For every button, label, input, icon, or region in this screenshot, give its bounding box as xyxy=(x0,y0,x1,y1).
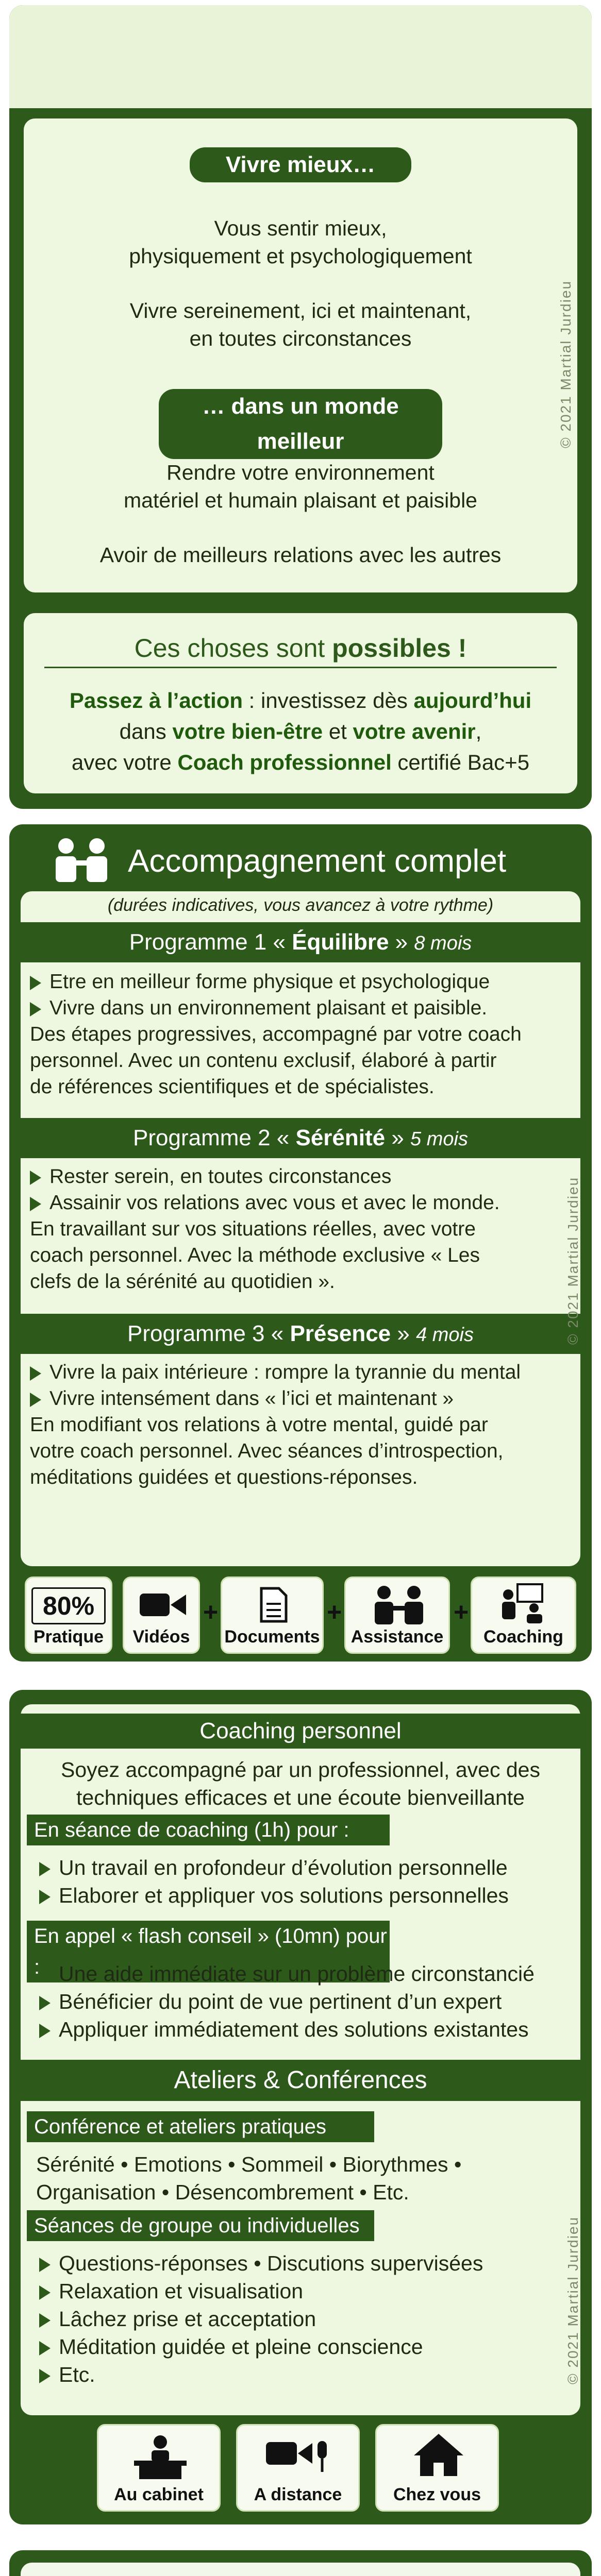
copyright-3: © 2021 Martial Jurdieu xyxy=(565,2216,581,2384)
brand-title xyxy=(21,2574,580,2576)
tile-assistance xyxy=(344,1577,450,1654)
classroom-icon xyxy=(497,1583,554,1624)
pill-vivre-mieux: Vivre mieux… xyxy=(190,147,411,182)
coaching-intro: Soyez accompagné par un professionnel, avec des techniques efficaces et une écoute bienveillante xyxy=(61,1758,540,1809)
cabinet-label: Au cabinet xyxy=(114,2485,204,2504)
duration-note: (durées indicatives, vous avancez à votre rythme) xyxy=(107,895,494,915)
ateliers-header: Ateliers & Conférences xyxy=(21,2060,580,2101)
copyright-2: © 2021 Martial Jurdieu xyxy=(565,1176,581,1345)
intro-panel xyxy=(9,5,592,809)
flash-list: Une aide immédiate sur un problème circonstancié Bénéficier du point de vue pertinent d’un expert Appliquer immédiatement des solutions existantes xyxy=(39,1960,535,2043)
conference-box: Conférence et ateliers pratiques xyxy=(27,2111,374,2142)
possible-heading: Ces choses sont possibles ! xyxy=(134,634,467,663)
loc-distance xyxy=(236,2424,360,2512)
accompagnement-panel xyxy=(9,824,592,1662)
tile-documents xyxy=(221,1577,324,1654)
flash-box: En appel « flash conseil » (10mn) pour : xyxy=(27,1921,390,1982)
programmes-box xyxy=(21,891,580,1566)
people-icon-assistance xyxy=(371,1584,427,1625)
video-camera-icon xyxy=(140,1589,186,1620)
desk-icon xyxy=(132,2434,189,2480)
programme-2-header: Programme 2 « Sérénité » 5 mois xyxy=(21,1118,580,1158)
copyright-1: © 2021 Martial Jurdieu xyxy=(558,280,574,448)
seance-list: Un travail en profondeur d’évolution personnelle Elaborer et appliquer vos solutions personnelles xyxy=(39,1854,509,1909)
loc-cabinet xyxy=(97,2424,221,2512)
possible-box xyxy=(24,613,577,793)
pill-monde-meilleur: … dans un monde meilleur xyxy=(159,389,442,459)
video-mic-icon xyxy=(266,2436,333,2477)
videos-label: Vidéos xyxy=(132,1627,190,1647)
text-vivre: Vivre sereinement, ici et maintenant, en toutes circonstances xyxy=(129,299,472,350)
brand-box xyxy=(21,2563,580,2576)
tile-videos xyxy=(123,1577,200,1654)
plus-2: + xyxy=(327,1598,342,1626)
people-icon xyxy=(51,836,112,883)
text-rendre: Rendre votre environnement matériel et humain plaisant et paisible xyxy=(124,461,477,512)
tile-coaching xyxy=(471,1577,576,1654)
coaching-personnel-header: Coaching personnel xyxy=(21,1714,580,1749)
pratique-label: Pratique xyxy=(33,1627,104,1647)
programme-1-text: Etre en meilleur forme physique et psychologique Vivre dans un environnement plaisant et paisible. Des étapes progressives, accompagné par votre coach personnel. Avec un contenu exclusif, élaboré à partir de références scientifiques et de spécialistes. xyxy=(30,971,522,1098)
groupe-box: Séances de groupe ou individuelles xyxy=(27,2210,374,2241)
seance-box: En séance de coaching (1h) pour : xyxy=(27,1815,390,1845)
accompagnement-title: Accompagnement complet xyxy=(128,843,507,879)
groupe-list: Questions-réponses • Discutions supervisées Relaxation et visualisation Lâchez prise et acceptation Méditation guidée et pleine conscience Etc. xyxy=(39,2249,483,2388)
divider xyxy=(44,667,557,668)
action-text: Passez à l’action : investissez dès aujourd’hui dans votre bien-être et votre avenir, avec votre Coach professionnel certifié Bac+5 xyxy=(69,688,532,774)
documents-label: Documents xyxy=(224,1627,320,1647)
programme-2-text: Rester serein, en toutes circonstances Assainir vos relations avec vous et avec le monde. En travaillant sur vos situations réelles, avec votre coach personnel. Avec la méthode exclusive « Les clefs de la sérénité au quotidien ». xyxy=(30,1165,500,1293)
plus-1: + xyxy=(203,1598,219,1626)
loc-domicile xyxy=(375,2424,499,2512)
plus-3: + xyxy=(454,1598,469,1626)
text-relations: Avoir de meilleurs relations avec les autres xyxy=(99,543,502,567)
document-icon xyxy=(259,1586,288,1623)
programme-3-header: Programme 3 « Présence » 4 mois xyxy=(21,1314,580,1354)
coaching-panel xyxy=(9,1690,592,2524)
contact-panel xyxy=(9,2550,592,2576)
tile-pratique xyxy=(25,1577,112,1654)
programme-3-text: Vivre la paix intérieure : rompre la tyrannie du mental Vivre intensément dans « l’ici et maintenant » En modifiant vos relations à votre mental, guidé par votre coach personnel. Avec séances d’introspection, méditations guidées et questions-réponses. xyxy=(30,1361,521,1488)
coaching-box xyxy=(21,1704,580,2415)
programme-1-header: Programme 1 « Équilibre » 8 mois xyxy=(21,922,580,962)
domicile-label: Chez vous xyxy=(393,2485,481,2504)
accompagnement-header xyxy=(40,836,571,887)
topics: Sérénité • Emotions • Sommeil • Biorythmes • Organisation • Désencombrement • Etc. xyxy=(36,2153,462,2204)
vivre-box xyxy=(24,118,577,592)
pratique-percent: 80% xyxy=(31,1587,106,1624)
assistance-label: Assistance xyxy=(350,1627,444,1647)
coaching-label: Coaching xyxy=(483,1627,563,1647)
home-icon xyxy=(413,2432,464,2478)
distance-label: A distance xyxy=(254,2485,342,2504)
text-sentir: Vous sentir mieux, physiquement et psychologiquement xyxy=(129,216,472,268)
title-band xyxy=(9,5,592,108)
